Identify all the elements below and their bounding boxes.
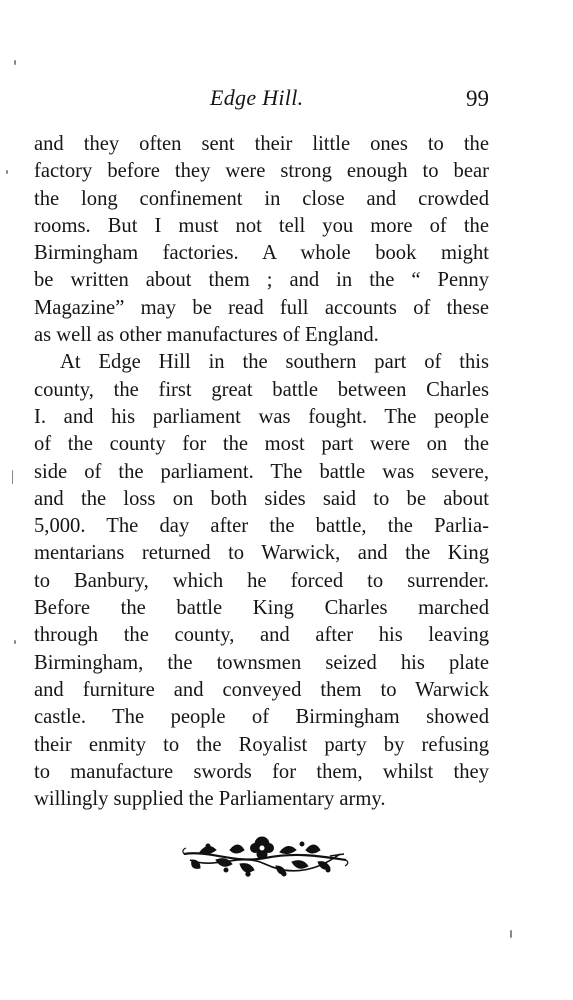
floral-vine-tailpiece-icon xyxy=(180,830,350,890)
text-line: of the county for the most part were on the xyxy=(34,433,489,456)
text-line: as well as other manufactures of England. xyxy=(34,324,379,347)
text-line: through the county, and after his leaving xyxy=(34,624,489,647)
text-line: and they often sent their little ones to the xyxy=(34,133,489,155)
text-line: the long confinement in close and crowded xyxy=(34,187,489,210)
text-line: and the loss on both sides said to be about xyxy=(34,487,489,510)
text-line: 5,000. The day after the battle, the Parlia- xyxy=(34,515,489,538)
chapter-title: Edge Hill. xyxy=(210,85,304,110)
text-line: Magazine” may be read full accounts of these xyxy=(34,296,489,319)
text-line: and furniture and conveyed them to Warwick xyxy=(34,678,489,701)
text-line: At Edge Hill in the southern part of this xyxy=(60,351,489,374)
scan-speck xyxy=(510,930,512,938)
text-line: Birmingham, the townsmen seized his plate xyxy=(34,651,489,674)
text-line: I. and his parliament was fought. The people xyxy=(34,405,489,428)
body-text xyxy=(34,131,489,813)
text-line: willingly supplied the Parliamentary army. xyxy=(34,788,386,811)
running-head xyxy=(0,84,573,114)
text-line: their enmity to the Royalist party by refusing xyxy=(34,733,489,756)
paragraph-2 xyxy=(34,349,489,813)
scan-speck xyxy=(12,470,13,484)
text-line: county, the first great battle between Charles xyxy=(34,378,489,401)
text-line: be written about them ; and in the “ Penny xyxy=(34,269,489,292)
scan-speck xyxy=(14,640,16,644)
paragraph-1 xyxy=(34,131,489,349)
text-line: Before the battle King Charles marched xyxy=(34,597,489,620)
text-line: castle. The people of Birmingham showed xyxy=(34,706,489,729)
text-line: factory before they were strong enough to bear xyxy=(34,160,489,183)
scan-speck xyxy=(6,170,8,174)
text-line: to Banbury, which he forced to surrender. xyxy=(34,569,489,592)
page-number: 99 xyxy=(466,86,489,111)
text-line: Birmingham factories. A whole book might xyxy=(34,242,489,265)
scan-speck xyxy=(14,60,16,65)
text-line: rooms. But I must not tell you more of the xyxy=(34,214,489,237)
text-line: to manufacture swords for them, whilst they xyxy=(34,760,489,783)
text-line: mentarians returned to Warwick, and the King xyxy=(34,542,489,565)
text-line: side of the parliament. The battle was severe, xyxy=(34,460,489,483)
